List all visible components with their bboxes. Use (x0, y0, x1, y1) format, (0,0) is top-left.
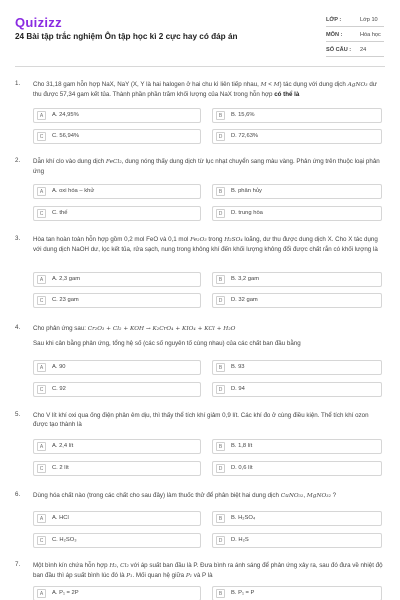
question-text: Một bình kín chứa hỗn hợp H₂, Cl₂ với áp suất ban đầu là P. Đưa bình ra ánh sáng để phản ứng xảy ra, sau đó đưa về nhiệt độ ban đầu thì áp suất bình lúc đó là P₁. Mối quan hệ giữa P₁ và P là (33, 562, 383, 580)
quizizz-logo: Quizizz (15, 15, 62, 30)
option-text: D. H₂S (231, 537, 249, 543)
option-text: D. 72,63% (231, 133, 259, 139)
meta-subject-value: Hóa học (360, 32, 381, 38)
question-number: 3. (15, 235, 21, 242)
option-text: D. trung hòa (231, 210, 263, 216)
header-divider (15, 66, 385, 67)
option-text: A. P₁ = 2P (52, 590, 79, 596)
meta-divider (326, 26, 384, 27)
question-text: Cho V lít khí oxi qua ống điện phân êm dịu, thì thấy thể tích khí giảm 0,9 lít. Các khí đo ở cùng điều kiện. Thể tích khí ozon được tạo thành là (33, 412, 369, 429)
option-letter: B (216, 589, 225, 598)
option-text: A. oxi hóa – khử (52, 188, 95, 194)
option-letter: B (216, 363, 225, 372)
option-letter: C (37, 464, 46, 473)
option-letter: A (37, 442, 46, 451)
worksheet-header (0, 0, 400, 66)
option-text: A. 2,4 lít (52, 443, 74, 449)
option-c[interactable] (33, 293, 201, 308)
question-text: Dẫn khí clo vào dung dịch FeCl₂, dung nóng thấy dung dịch từ lục nhạt chuyển sang màu vàng. Phản ứng trên thuộc loại phản ứng (33, 158, 380, 176)
meta-divider (326, 56, 384, 57)
worksheet-title: 24 Bài tập trắc nghiệm Ôn tập học kì 2 cực hay có đáp án (15, 32, 238, 41)
option-b[interactable] (212, 360, 382, 375)
option-a[interactable] (33, 184, 201, 199)
option-letter: C (37, 536, 46, 545)
option-letter: C (37, 132, 46, 141)
meta-divider (326, 41, 384, 42)
option-letter: B (216, 275, 225, 284)
option-text: D. 0,6 lít (231, 465, 253, 471)
option-a[interactable] (33, 511, 201, 526)
option-letter: D (216, 385, 225, 394)
option-a[interactable] (33, 272, 201, 287)
question-text: Hòa tan hoàn toàn hỗn hợp gồm 0,2 mol FeO và 0,1 mol Fe₂O₃ trong H₂SO₄ loãng, dư thu được dung dịch X. Cho X tác dụng với dung dịch NaOH dư, lọc kết tủa, rửa sạch, nung trong không khí đến khối lượng không đổi được chất rắn có khối lượng là (33, 236, 378, 254)
option-d[interactable] (212, 129, 382, 144)
option-letter: D (216, 132, 225, 141)
option-b[interactable] (212, 586, 382, 600)
option-letter: B (216, 111, 225, 120)
option-text: A. HCl (52, 515, 69, 521)
option-b[interactable] (212, 272, 382, 287)
option-letter: D (216, 296, 225, 305)
option-d[interactable] (212, 461, 382, 476)
option-letter: C (37, 296, 46, 305)
option-letter: B (216, 442, 225, 451)
question-text: Dùng hóa chất nào (trong các chất cho sau đây) làm thuốc thử để phân biệt hai dung dịch CuNO₃₂, MgNO₃₂ ? (33, 492, 337, 499)
meta-subject-key: MÔN : (326, 32, 343, 38)
question-number: 4. (15, 324, 21, 331)
option-d[interactable] (212, 382, 382, 397)
option-c[interactable] (33, 533, 201, 548)
option-text: A. 2,3 gam (52, 276, 81, 282)
option-b[interactable] (212, 511, 382, 526)
option-text: D. 32 gam (231, 297, 258, 303)
option-a[interactable] (33, 360, 201, 375)
option-letter: C (37, 385, 46, 394)
option-b[interactable] (212, 439, 382, 454)
option-letter: A (37, 111, 46, 120)
option-c[interactable] (33, 461, 201, 476)
option-a[interactable] (33, 586, 201, 600)
option-letter: A (37, 187, 46, 196)
meta-count-key: SỐ CÂU : (326, 47, 352, 53)
option-letter: A (37, 514, 46, 523)
option-text: C. thế (52, 210, 68, 216)
meta-class-value: Lớp 10 (360, 17, 378, 23)
option-c[interactable] (33, 129, 201, 144)
reaction-equation: Cr₂O₃ + Cl₂ + KOH → K₂CrO₄ + KIO₄ + KCl + H₂O (87, 326, 236, 332)
option-c[interactable] (33, 206, 201, 221)
option-text: C. 23 gam (52, 297, 79, 303)
option-text: B. H₂SO₄ (231, 515, 256, 521)
option-c[interactable] (33, 382, 201, 397)
option-text: C. 2 lít (52, 465, 69, 471)
question-number: 2. (15, 157, 21, 164)
option-text: D. 94 (231, 386, 245, 392)
option-letter: B (216, 514, 225, 523)
option-d[interactable] (212, 533, 382, 548)
question-number: 7. (15, 561, 21, 568)
option-letter: B (216, 187, 225, 196)
option-letter: D (216, 464, 225, 473)
option-text: A. 24,95% (52, 112, 79, 118)
meta-class-key: LỚP : (326, 17, 342, 23)
option-text: C. 92 (52, 386, 66, 392)
option-a[interactable] (33, 108, 201, 123)
meta-count-value: 24 (360, 47, 367, 53)
option-letter: D (216, 209, 225, 218)
option-letter: A (37, 363, 46, 372)
option-letter: A (37, 275, 46, 284)
option-text: B. phân hủy (231, 188, 262, 194)
option-text: B. 3,2 gam (231, 276, 260, 282)
question-number: 5. (15, 411, 21, 418)
question-text: Cho phản ứng sau: Cr₂O₃ + Cl₂ + KOH → K₂CrO₄ + KIO₄ + KCl + H₂O Sau khi cân bằng phản ứng, tổng hệ số (các số nguyên tố cùng nhau) của các chất ban đầu bằng (33, 325, 301, 348)
question-text: Cho 31,18 gam hỗn hợp NaX, NaY (X, Y là hai halogen ở hai chu kì liên tiếp nhau, M < M) tác dụng với dung dịch AgNO₃ dư thu được 57,34 gam kết tủa. Thành phần phần trăm khối lượng của NaX trong hỗn hợp có thể là (33, 81, 377, 99)
option-text: B. P₁ = P (231, 590, 255, 596)
option-letter: D (216, 536, 225, 545)
option-letter: C (37, 209, 46, 218)
question-number: 6. (15, 491, 21, 498)
option-text: B. 1,8 lít (231, 443, 253, 449)
option-text: C. 56,94% (52, 133, 80, 139)
option-letter: A (37, 589, 46, 598)
option-text: C. H₂SO₃ (52, 537, 77, 543)
option-b[interactable] (212, 184, 382, 199)
option-text: B. 93 (231, 364, 245, 370)
option-a[interactable] (33, 439, 201, 454)
option-b[interactable] (212, 108, 382, 123)
option-d[interactable] (212, 293, 382, 308)
question-number: 1. (15, 80, 21, 87)
option-text: A. 90 (52, 364, 66, 370)
option-text: B. 15,6% (231, 112, 255, 118)
option-d[interactable] (212, 206, 382, 221)
